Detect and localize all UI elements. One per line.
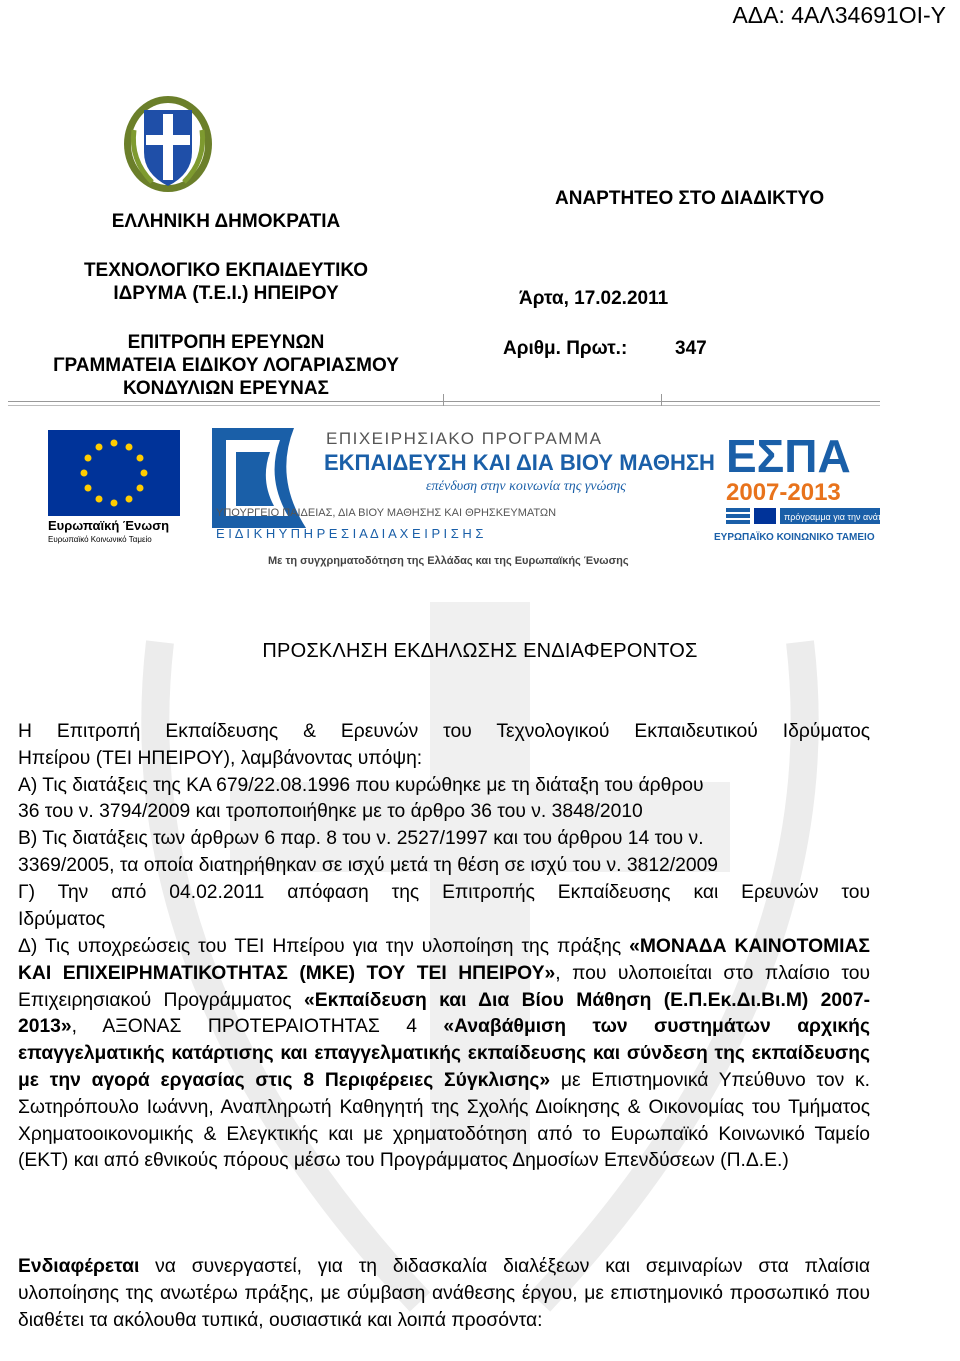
intro-line: Ιδρύματος bbox=[18, 908, 106, 930]
program-title: ΕΠΙΧΕΙΡΗΣΙΑΚΟ ΠΡΟΓΡΑΜΜΑ bbox=[326, 429, 603, 448]
interest-text: να συνεργαστεί, για τη διδασκαλία διαλέξεων και σεμιναρίων στα πλαίσια υλοποίησης της ανωτέρω πράξης, με σύμβαση ανάθεσης έργου, με επιστημονικό προσωπικό που διαθέτει τα ακόλουθα τυπικά, ουσιαστικά και λοιπά προσόντα: bbox=[18, 1256, 870, 1331]
point-d-text: , που υλοποιείται στο πλαίσιο του Επιχειρησιακού Προγράμματος bbox=[18, 962, 871, 1011]
espa-slogan: πρόγραμμα για την ανάπτυξη bbox=[784, 512, 902, 522]
protocol-label: Αριθμ. Πρωτ.: bbox=[503, 338, 628, 359]
esf-label: ΕΥΡΩΠΑΪΚΟ ΚΟΙΝΩΝΙΚΟ ΤΑΜΕΙΟ bbox=[714, 532, 875, 543]
intro-line: Α) Τις διατάξεις της ΚΑ 679/22.08.1996 που κυρώθηκε με τη διάταξη του άρθρου bbox=[18, 774, 704, 796]
intro-line: Η Επιτροπή Εκπαίδευσης & Ερευνών του Τεχνολογικού Εκπαιδευτικού Ιδρύματος bbox=[18, 721, 870, 742]
intro-line: 36 του ν. 3794/2009 και τροποποιήθηκε με το άρθρο 36 του ν. 3848/2010 bbox=[18, 801, 643, 823]
ada-code: ΑΔΑ: 4ΑΛ34691ΟΙ-Υ bbox=[732, 2, 946, 28]
eu-label: Ευρωπαϊκή Ένωση bbox=[48, 518, 170, 533]
protocol-number: 347 bbox=[675, 338, 707, 359]
header-divider-tick bbox=[443, 394, 444, 406]
greek-flag-icon bbox=[726, 508, 750, 524]
page-title: ΠΡΟΣΚΛΗΣΗ ΕΚΔΗΛΩΣΗΣ ΕΝΔΙΑΦΕΡΟΝΤΟΣ bbox=[262, 640, 698, 662]
point-d-text: Δ) Τις υποχρεώσεις του ΤΕΙ Ηπείρου για την υλοποίηση της πράξης bbox=[18, 936, 630, 957]
intro-line: Γ) Την από 04.02.2011 απόφαση της Επιτροπής Εκπαίδευσης και Ερευνών του bbox=[18, 881, 870, 903]
header-secretariat-line2: ΚΟΝΔΥΛΙΩΝ ΕΡΕΥΝΑΣ bbox=[123, 378, 329, 399]
eu-small-flag-icon bbox=[754, 508, 776, 524]
funding-banner bbox=[44, 418, 902, 580]
greek-emblem-icon bbox=[122, 90, 214, 194]
ministry-name: ΥΠΟΥΡΓΕΙΟ ΠΑΙΔΕΙΑΣ, ΔΙΑ ΒΙΟΥ ΜΑΘΗΣΗΣ ΚΑΙ ΘΡΗΣΚΕΥΜΑΤΩΝ bbox=[216, 507, 557, 519]
interest-keyword: Ενδιαφέρεται bbox=[18, 1256, 140, 1277]
priority-axis-name: «Αναβάθμιση των συστημάτων αρχικής επαγγελματικής κατάρτισης και επαγγελματικής εκπαίδευσης και σύνδεση της εκπαίδευσης με την αγορά εργασίας στις 8 Περιφέρειες Σύγκλισης» bbox=[18, 1016, 870, 1091]
interest-paragraph bbox=[18, 1254, 870, 1334]
program-name: ΕΚΠΑΙΔΕΥΣΗ ΚΑΙ ΔΙΑ ΒΙΟΥ ΜΑΘΗΣΗ bbox=[324, 450, 715, 475]
intro-line: Ηπείρου (ΤΕΙ ΗΠΕΙΡΟΥ), λαμβάνοντας υπόψη: bbox=[18, 747, 423, 769]
intro-block bbox=[18, 719, 870, 933]
header-divider-secondary bbox=[8, 405, 880, 406]
header-institution-line1: ΤΕΧΝΟΛΟΓΙΚΟ ΕΚΠΑΙΔΕΥΤΙΚΟ bbox=[83, 260, 369, 281]
action-name: «ΜΟΝΑΔΑ ΚΑΙΝΟΤΟΜΙΑΣ ΚΑΙ ΕΠΙΧΕΙΡΗΜΑΤΙΚΟΤΗΤΑΣ (ΜΚΕ) ΤΟΥ ΤΕΙ ΗΠΕΙΡΟΥ» bbox=[18, 936, 870, 984]
posted-online-note: ΑΝΑΡΤΗΤΕΟ ΣΤΟ ΔΙΑΔΙΚΤΥΟ bbox=[555, 188, 825, 209]
managing-authority: Ε Ι Δ Ι Κ Η Υ Π Η Ρ Ε Σ Ι Α Δ Ι Α Χ Ε Ι Ρ Ι Σ Η Σ bbox=[216, 526, 484, 541]
point-d-text: , ΑΞΟΝΑΣ ΠΡΟΤΕΡΑΙΟΤΗΤΑΣ 4 bbox=[71, 1016, 444, 1038]
eu-fund-label: Ευρωπαϊκό Κοινωνικό Ταμείο bbox=[48, 535, 152, 544]
espa-logo: ΕΣΠΑ bbox=[726, 430, 851, 482]
intro-line: Β) Τις διατάξεις των άρθρων 6 παρ. 8 του ν. 2527/1997 και του άρθρου 14 του ν. bbox=[18, 828, 704, 850]
point-d-paragraph bbox=[18, 934, 870, 1175]
header-divider-tick bbox=[661, 394, 662, 406]
intro-line: 3369/2005, τα οποία διατηρήθηκαν σε ισχύ μετά τη θέση σε ισχύ του ν. 3812/2009 bbox=[18, 854, 719, 876]
program-slogan: επένδυση στην κοινωνία της γνώσης bbox=[426, 479, 626, 494]
program-name-text: «Εκπαίδευση και Δια Βίου Μάθηση (Ε.Π.Εκ.Δι.Βι.Μ) 2007-2013» bbox=[18, 989, 870, 1038]
header-institution-line2: ΙΔΡΥΜΑ (Τ.Ε.Ι.) ΗΠΕΙΡΟΥ bbox=[113, 283, 339, 304]
header-divider bbox=[8, 401, 880, 402]
point-d-text: με Επιστημονικά Υπεύθυνο τον κ. Σωτηρόπουλο Ιωάννη, Αναπληρωτή Καθηγητή της Σχολής Διοίκησης & Οικονομίας του Τμήματος Χρηματοοικονομικής & Ελεγκτικής και με χρηματοδότηση από το Ευρωπαϊκό Κοινωνικό Ταμείο (ΕΚΤ) και από εθνικούς πόρους μέσω του Προγράμματος Δημοσίων Επενδύσεων (Π.Δ.Ε.) bbox=[18, 1069, 870, 1172]
place-date: Άρτα, 17.02.2011 bbox=[519, 288, 669, 309]
header-committee: ΕΠΙΤΡΟΠΗ ΕΡΕΥΝΩΝ bbox=[127, 332, 325, 353]
espa-years: 2007-2013 bbox=[726, 479, 841, 506]
header-country: ΕΛΛΗΝΙΚΗ ΔΗΜΟΚΡΑΤΙΑ bbox=[111, 211, 341, 232]
header-secretariat-line1: ΓΡΑΜΜΑΤΕΙΑ ΕΙΔΙΚΟΥ ΛΟΓΑΡΙΑΣΜΟΥ bbox=[53, 355, 399, 376]
cofinancing-note: Με τη συγχρηματοδότηση της Ελλάδας και της Ευρωπαϊκής Ένωσης bbox=[268, 555, 629, 567]
